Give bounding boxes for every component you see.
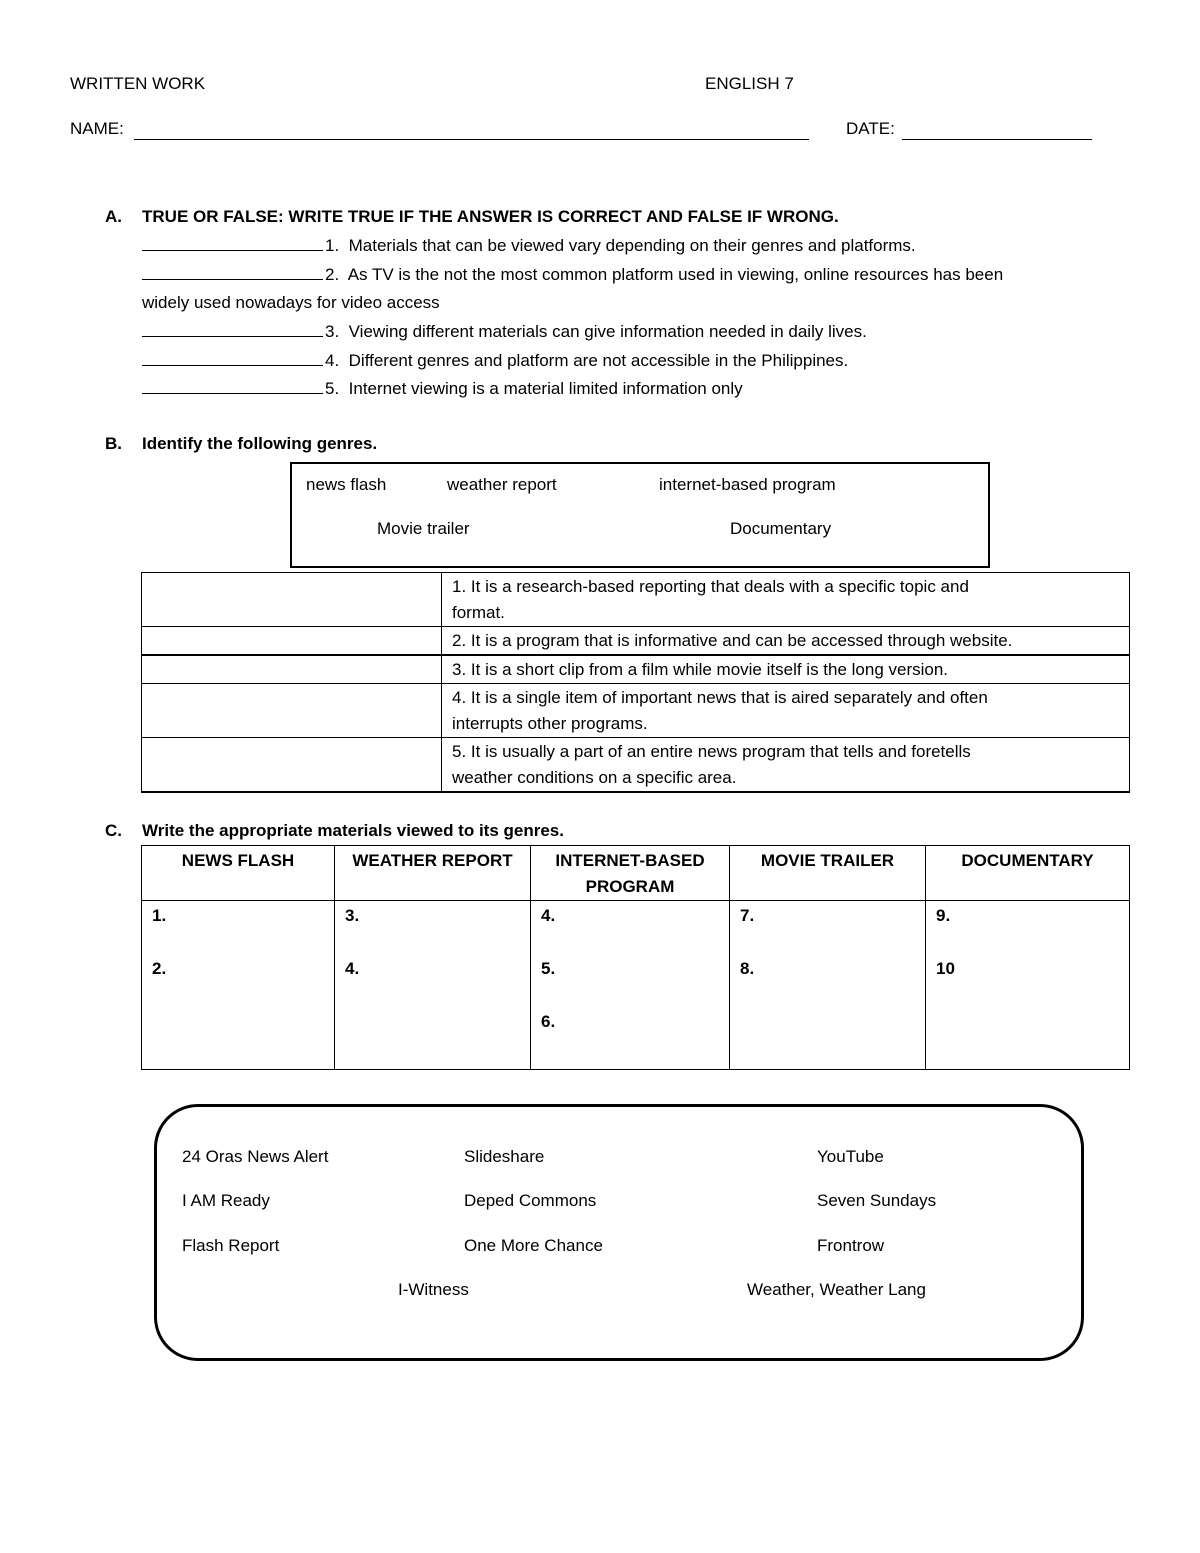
answer-cell[interactable]: [142, 684, 442, 738]
table-row: [142, 738, 1130, 793]
genre-choices-box: [290, 462, 990, 568]
answer-cell[interactable]: [142, 655, 442, 684]
bank-item: I-Witness: [398, 1280, 469, 1299]
answer-column[interactable]: 3. 4.: [335, 901, 531, 1070]
description-cell: 5. It is usually a part of an entire news program that tells and foretells weather conditions on a specific area.: [442, 738, 1130, 793]
tf-item: 2. As TV is the not the most common platform used in viewing, online resources has been: [142, 264, 1003, 285]
description-cell: 3. It is a short clip from a film while movie itself is the long version.: [442, 655, 1130, 684]
column-header: MOVIE TRAILER: [730, 846, 926, 901]
bank-item: One More Chance: [464, 1236, 603, 1255]
column-header: NEWS FLASH: [142, 846, 335, 901]
section-c-letter: C.: [105, 821, 122, 840]
column-header: INTERNET-BASED PROGRAM: [531, 846, 730, 901]
answer-cell[interactable]: [142, 738, 442, 793]
genre-choice: Documentary: [730, 519, 832, 538]
answer-blank[interactable]: [142, 350, 323, 366]
column-header: DOCUMENTARY: [926, 846, 1130, 901]
answer-cell[interactable]: [142, 573, 442, 627]
bank-item: Frontrow: [817, 1236, 885, 1255]
answer-cell[interactable]: [142, 627, 442, 656]
tf-item-continuation: widely used nowadays for video access: [142, 293, 440, 312]
answer-blank[interactable]: [142, 235, 323, 251]
answer-column[interactable]: 4. 5. 6.: [531, 901, 730, 1070]
genre-classification-table: [141, 845, 1130, 1070]
table-row: [142, 573, 1130, 627]
description-cell: 4. It is a single item of important news that is aired separately and often interrupts other programs.: [442, 684, 1130, 738]
table-row: [142, 627, 1130, 656]
date-label: DATE:: [846, 119, 895, 138]
subject-title: ENGLISH 7: [705, 74, 794, 93]
bank-item: Deped Commons: [464, 1191, 597, 1210]
tf-item: 4. Different genres and platform are not accessible in the Philippines.: [142, 350, 848, 371]
genre-choice: internet-based program: [659, 475, 836, 494]
table-row: [142, 655, 1130, 684]
description-cell: 1. It is a research-based reporting that deals with a specific topic and format.: [442, 573, 1130, 627]
genre-choice: news flash: [306, 475, 387, 494]
section-c-heading: Write the appropriate materials viewed to its genres.: [142, 821, 564, 840]
genre-choice: weather report: [447, 475, 557, 494]
answer-blank[interactable]: [142, 378, 323, 394]
table-header-row: [142, 846, 1130, 901]
answer-blank[interactable]: [142, 264, 323, 280]
section-b-letter: B.: [105, 434, 122, 453]
worksheet-title: WRITTEN WORK: [70, 74, 206, 93]
date-field[interactable]: [902, 139, 1092, 140]
bank-item: 24 Oras News Alert: [182, 1147, 329, 1166]
table-row: [142, 901, 1130, 1070]
answer-column[interactable]: 7. 8.: [730, 901, 926, 1070]
section-a-heading: TRUE OR FALSE: WRITE TRUE IF THE ANSWER IS CORRECT AND FALSE IF WRONG.: [142, 207, 839, 226]
identify-genre-table: [141, 572, 1130, 793]
bank-item: Slideshare: [464, 1147, 545, 1166]
bank-item: Weather, Weather Lang: [747, 1280, 926, 1299]
name-field[interactable]: [134, 139, 809, 140]
bank-item: YouTube: [817, 1147, 884, 1166]
column-header: WEATHER REPORT: [335, 846, 531, 901]
name-label: NAME:: [70, 119, 124, 138]
answer-column[interactable]: 9. 10: [926, 901, 1130, 1070]
bank-item: I AM Ready: [182, 1191, 270, 1210]
answer-bank-box: [154, 1104, 1084, 1361]
bank-item: Flash Report: [182, 1236, 280, 1255]
table-row: [142, 684, 1130, 738]
section-a-letter: A.: [105, 207, 122, 226]
genre-choice: Movie trailer: [377, 519, 470, 538]
answer-column[interactable]: 1. 2.: [142, 901, 335, 1070]
section-b-heading: Identify the following genres.: [142, 434, 378, 453]
bank-item: Seven Sundays: [817, 1191, 937, 1210]
tf-item: 1. Materials that can be viewed vary depending on their genres and platforms.: [142, 235, 916, 256]
description-cell: 2. It is a program that is informative and can be accessed through website.: [442, 627, 1130, 656]
answer-blank[interactable]: [142, 321, 323, 337]
tf-item: 5. Internet viewing is a material limited information only: [142, 378, 743, 399]
tf-item: 3. Viewing different materials can give information needed in daily lives.: [142, 321, 867, 342]
